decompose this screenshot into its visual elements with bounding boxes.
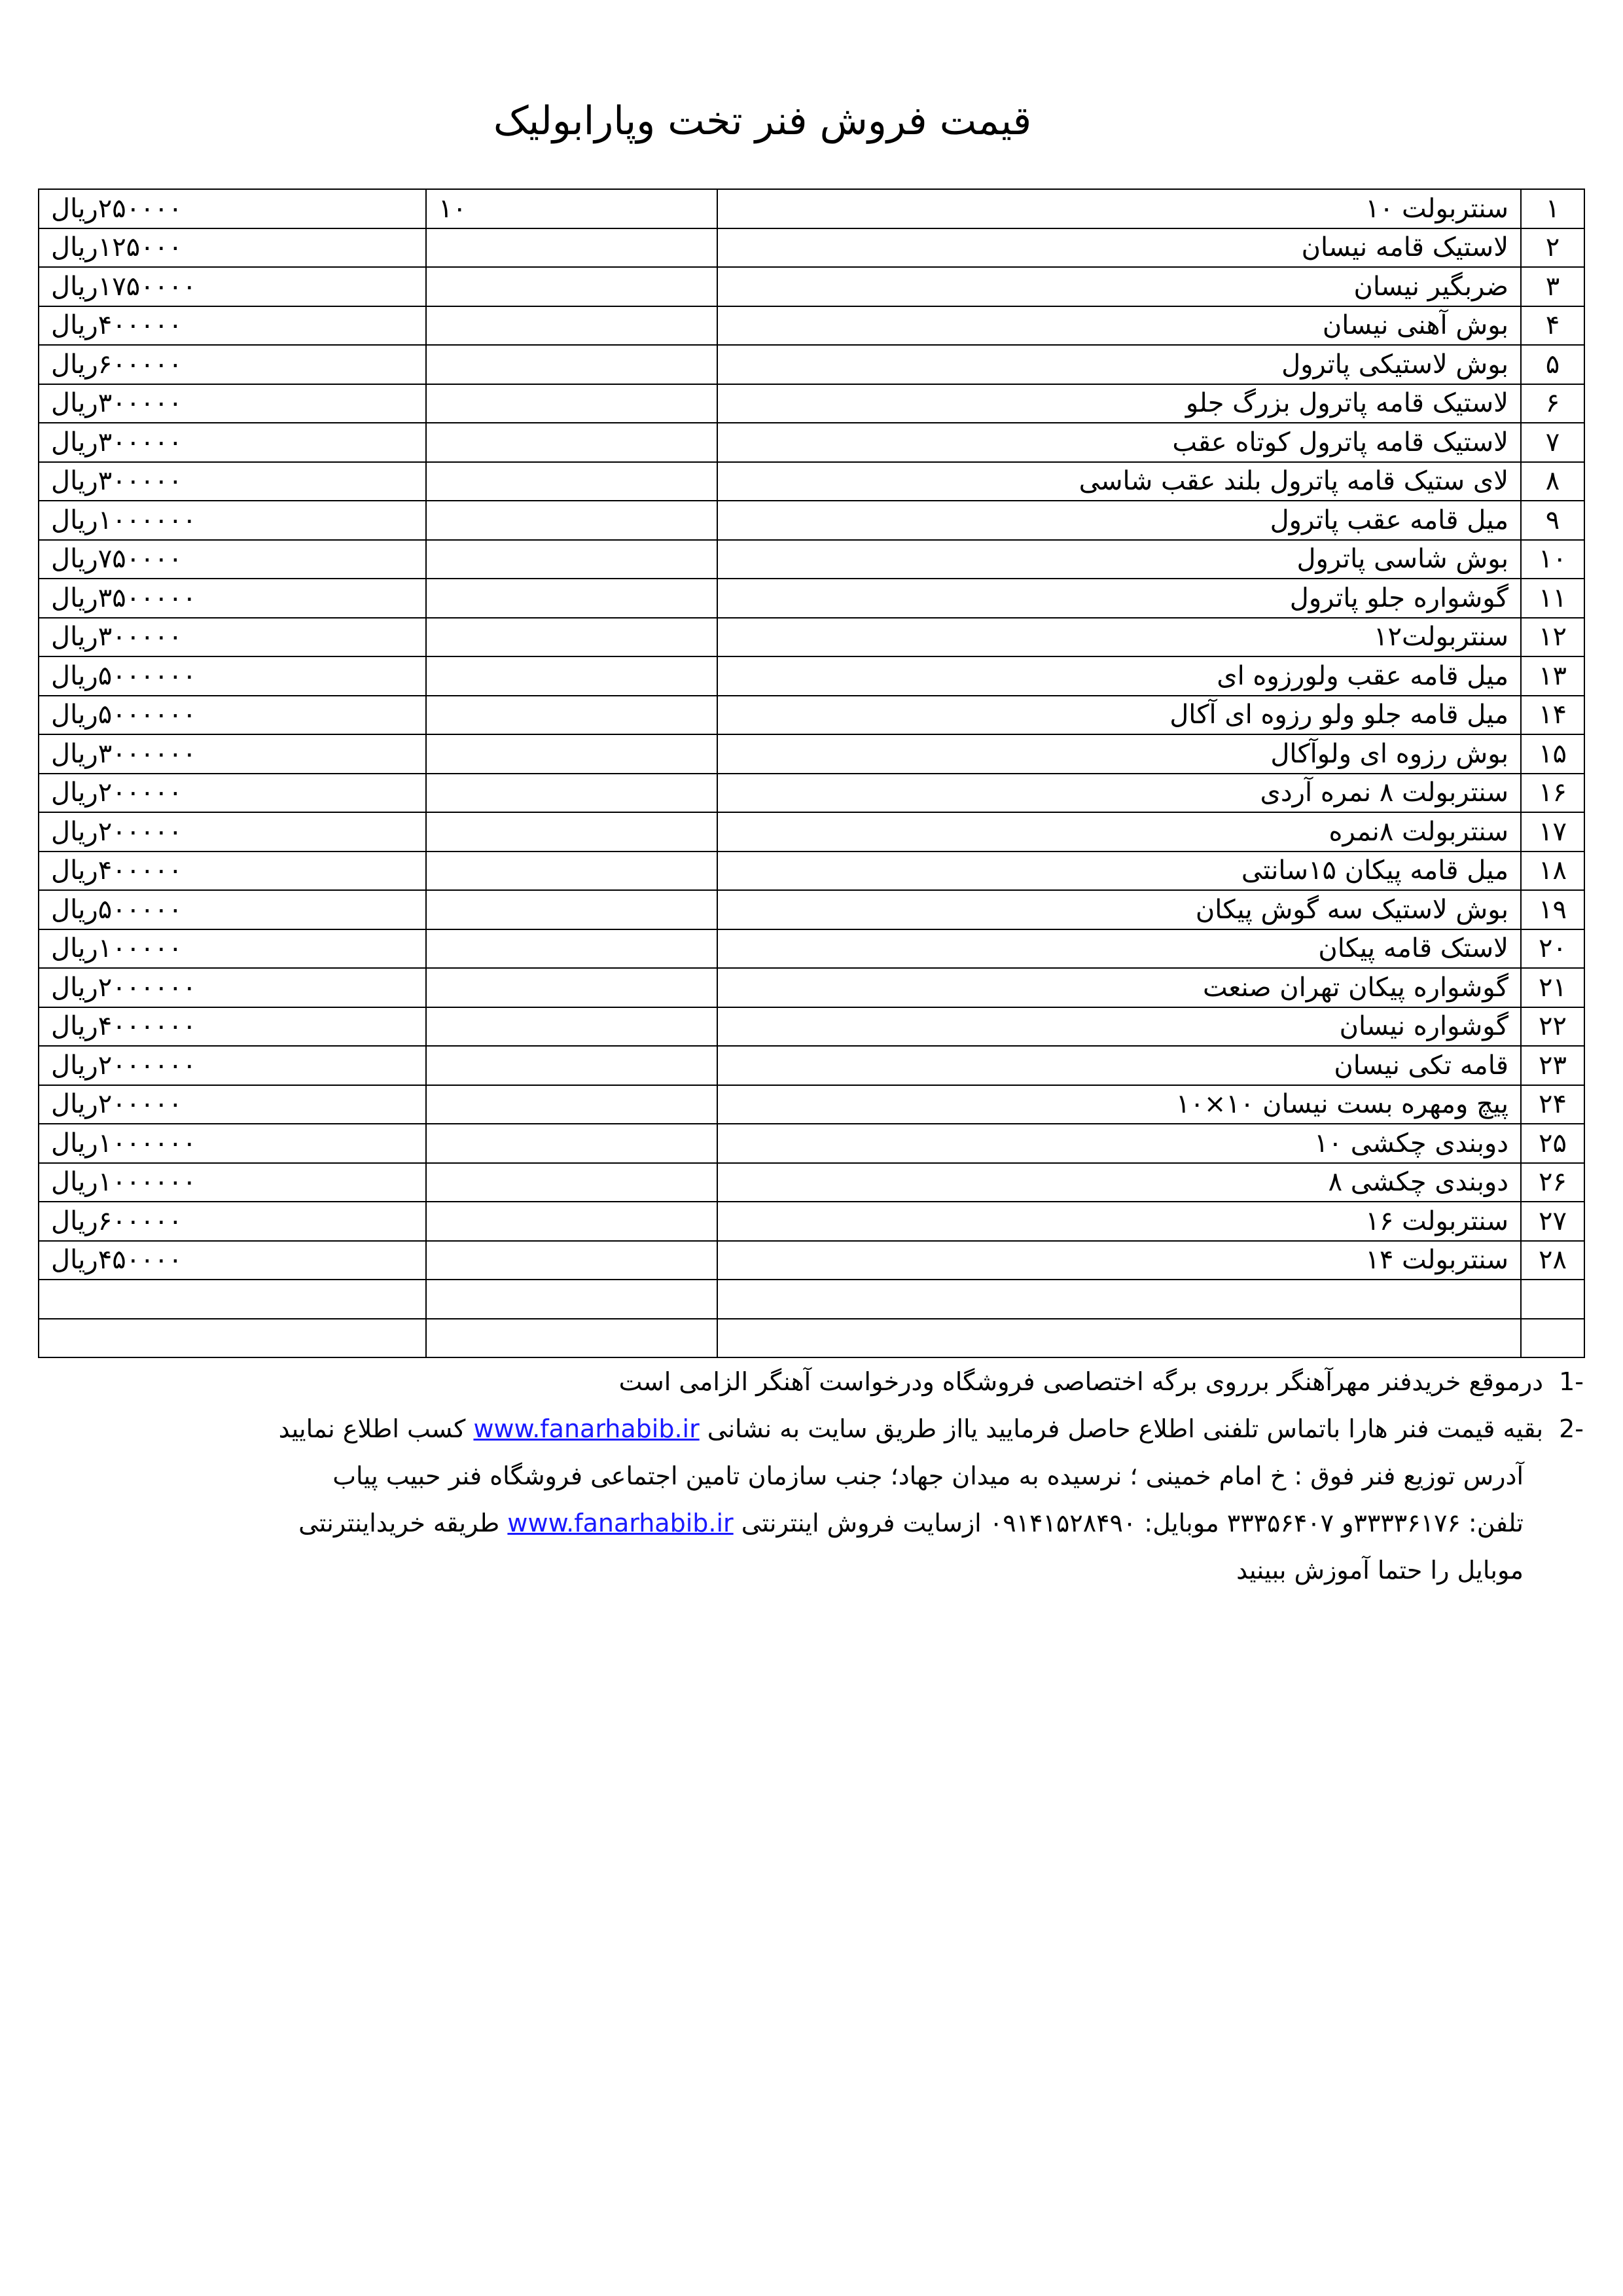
row-number: ۱۷ <box>1521 812 1584 852</box>
table-row <box>39 774 1584 813</box>
phone-text: تلفن: ۳۳۳۳۶۱۷۶و ۳۳۳۵۶۴۰۷ موبایل: ۰۹۱۴۱۵۲۸۴۹۰ ازسایت فروش اینترنتی <box>741 1509 1524 1537</box>
item-name: پیچ ومهره بست نیسان ۱۰×۱۰ <box>717 1085 1521 1124</box>
note-1-text: درموقع خریدفنر مهرآهنگر برروی برگه اختصاصی فروشگاه ودرخواست آهنگر الزامی است <box>618 1367 1544 1396</box>
item-name: سنتربولت ۸ نمره آردی <box>717 774 1521 813</box>
item-price: ۱۰۰۰۰۰۰ریال <box>39 501 426 540</box>
note-2 <box>79 1405 1584 1452</box>
table-row <box>39 1046 1584 1085</box>
item-name: بوش لاستیک سه گوش پیکان <box>717 890 1521 929</box>
table-row <box>39 890 1584 929</box>
item-quantity <box>426 696 717 735</box>
row-number: ۱۹ <box>1521 890 1584 929</box>
item-quantity <box>426 968 717 1007</box>
row-number: ۸ <box>1521 462 1584 501</box>
note-2-tail: کسب اطلاع نمایید <box>278 1414 466 1443</box>
item-price: ۲۵۰۰۰۰ریال <box>39 189 426 228</box>
note-1 <box>79 1358 1584 1405</box>
item-name: میل قامه عقب پاترول <box>717 501 1521 540</box>
row-number: ۱ <box>1521 189 1584 228</box>
item-price: ۴۰۰۰۰۰ریال <box>39 852 426 891</box>
table-row <box>39 1202 1584 1241</box>
row-number: ۱۰ <box>1521 540 1584 579</box>
table-row <box>39 1085 1584 1124</box>
row-number: ۴ <box>1521 306 1584 346</box>
notes-section <box>79 1358 1584 1594</box>
row-number <box>1521 1280 1584 1319</box>
note-2-index: 2- <box>1559 1414 1584 1443</box>
table-row <box>39 1007 1584 1047</box>
item-quantity <box>426 618 717 657</box>
item-price <box>39 1319 426 1358</box>
item-name: لاستک قامه پیکان <box>717 929 1521 969</box>
row-number: ۱۱ <box>1521 579 1584 618</box>
item-price: ۱۲۵۰۰۰ریال <box>39 228 426 268</box>
item-quantity <box>426 734 717 774</box>
table-row <box>39 345 1584 384</box>
row-number: ۱۸ <box>1521 852 1584 891</box>
table-row <box>39 462 1584 501</box>
item-price: ۳۵۰۰۰۰۰ریال <box>39 579 426 618</box>
table-row <box>39 696 1584 735</box>
item-quantity <box>426 852 717 891</box>
price-table <box>38 188 1585 1358</box>
item-quantity: ۱۰ <box>426 189 717 228</box>
table-row <box>39 1319 1584 1358</box>
item-name: بوش آهنی نیسان <box>717 306 1521 346</box>
item-quantity <box>426 1046 717 1085</box>
row-number: ۳ <box>1521 267 1584 306</box>
row-number: ۲۱ <box>1521 968 1584 1007</box>
item-price <box>39 1280 426 1319</box>
row-number: ۱۲ <box>1521 618 1584 657</box>
item-name: ضربگیر نیسان <box>717 267 1521 306</box>
item-quantity <box>426 1202 717 1241</box>
table-row <box>39 189 1584 228</box>
item-quantity <box>426 1163 717 1202</box>
website-link[interactable]: www.fanarhabib.ir <box>473 1414 700 1443</box>
table-row <box>39 1241 1584 1280</box>
item-price: ۱۰۰۰۰۰ریال <box>39 929 426 969</box>
row-number: ۲۲ <box>1521 1007 1584 1047</box>
row-number <box>1521 1319 1584 1358</box>
item-name: سنتربولت ۸نمره <box>717 812 1521 852</box>
item-quantity <box>426 1007 717 1047</box>
table-row <box>39 384 1584 423</box>
item-quantity <box>426 345 717 384</box>
phone-tail: طریقه خریداینترنتی <box>298 1509 500 1537</box>
closing-line: موبایل را حتما آموزش ببینید <box>1236 1556 1524 1585</box>
item-quantity <box>426 656 717 696</box>
item-name: بوش شاسی پاترول <box>717 540 1521 579</box>
row-number: ۱۳ <box>1521 656 1584 696</box>
item-name: لای ستیک قامه پاترول بلند عقب شاسی <box>717 462 1521 501</box>
table-row <box>39 579 1584 618</box>
item-quantity <box>426 1124 717 1163</box>
item-price: ۶۰۰۰۰۰ریال <box>39 1202 426 1241</box>
item-price: ۲۰۰۰۰۰ریال <box>39 774 426 813</box>
item-price: ۴۰۰۰۰۰۰ریال <box>39 1007 426 1047</box>
table-row <box>39 228 1584 268</box>
row-number: ۵ <box>1521 345 1584 384</box>
row-number: ۲ <box>1521 228 1584 268</box>
item-quantity <box>426 1319 717 1358</box>
item-price: ۲۰۰۰۰۰ریال <box>39 1085 426 1124</box>
table-row <box>39 501 1584 540</box>
row-number: ۲۸ <box>1521 1241 1584 1280</box>
row-number: ۹ <box>1521 501 1584 540</box>
item-name: بوش رزوه ای ولوآکال <box>717 734 1521 774</box>
item-price: ۲۰۰۰۰۰ریال <box>39 812 426 852</box>
item-quantity <box>426 540 717 579</box>
phone-line <box>79 1499 1584 1547</box>
item-quantity <box>426 774 717 813</box>
row-number: ۲۳ <box>1521 1046 1584 1085</box>
item-name: دوبندی چکشی ۸ <box>717 1163 1521 1202</box>
item-name: سنتربولت ۱۶ <box>717 1202 1521 1241</box>
item-name: سنتربولت ۱۴ <box>717 1241 1521 1280</box>
item-name: قامه تکی نیسان <box>717 1046 1521 1085</box>
item-quantity <box>426 929 717 969</box>
item-price: ۳۰۰۰۰۰ریال <box>39 618 426 657</box>
table-row <box>39 1124 1584 1163</box>
table-row <box>39 929 1584 969</box>
note-2-text: بقیه قیمت فنر هارا باتماس تلفنی اطلاع حاصل فرمایید یااز طریق سایت به نشانی <box>707 1414 1544 1443</box>
item-quantity <box>426 306 717 346</box>
item-price: ۱۰۰۰۰۰۰ریال <box>39 1163 426 1202</box>
item-name: گوشواره پیکان تهران صنعت <box>717 968 1521 1007</box>
table-row <box>39 423 1584 462</box>
item-name: سنتربولت ۱۰ <box>717 189 1521 228</box>
item-price: ۲۰۰۰۰۰۰ریال <box>39 1046 426 1085</box>
table-row <box>39 656 1584 696</box>
item-name <box>717 1280 1521 1319</box>
address-line: آدرس توزیع فنر فوق : خ امام خمینی ؛ نرسیده به میدان جهاد؛ جنب سازمان تامین اجتماعی فروشگاه فنر حبیب پیاب <box>332 1462 1524 1490</box>
item-quantity <box>426 890 717 929</box>
item-name: گوشواره نیسان <box>717 1007 1521 1047</box>
item-price: ۵۰۰۰۰۰ریال <box>39 890 426 929</box>
row-number: ۲۷ <box>1521 1202 1584 1241</box>
row-number: ۱۵ <box>1521 734 1584 774</box>
item-price: ۵۰۰۰۰۰۰ریال <box>39 656 426 696</box>
item-quantity <box>426 1241 717 1280</box>
page-title: قیمت فروش فنر تخت وپارابولیک <box>493 98 1032 144</box>
row-number: ۷ <box>1521 423 1584 462</box>
item-quantity <box>426 462 717 501</box>
item-quantity <box>426 812 717 852</box>
item-price: ۳۰۰۰۰۰ریال <box>39 462 426 501</box>
item-name <box>717 1319 1521 1358</box>
item-quantity <box>426 384 717 423</box>
row-number: ۲۴ <box>1521 1085 1584 1124</box>
item-name: لاستیک قامه پاترول بزرگ جلو <box>717 384 1521 423</box>
item-name: بوش لاستیکی پاترول <box>717 345 1521 384</box>
row-number: ۲۶ <box>1521 1163 1584 1202</box>
price-table-body <box>39 189 1584 1357</box>
website-link-2[interactable]: www.fanarhabib.ir <box>507 1509 734 1537</box>
item-price: ۶۰۰۰۰۰ریال <box>39 345 426 384</box>
item-price: ۴۵۰۰۰۰ریال <box>39 1241 426 1280</box>
item-name: گوشواره جلو پاترول <box>717 579 1521 618</box>
item-price: ۵۰۰۰۰۰۰ریال <box>39 696 426 735</box>
row-number: ۱۴ <box>1521 696 1584 735</box>
table-row <box>39 267 1584 306</box>
item-quantity <box>426 579 717 618</box>
item-price: ۳۰۰۰۰۰ریال <box>39 384 426 423</box>
item-quantity <box>426 228 717 268</box>
item-quantity <box>426 267 717 306</box>
row-number: ۶ <box>1521 384 1584 423</box>
item-name: میل قامه پیکان ۱۵سانتی <box>717 852 1521 891</box>
item-quantity <box>426 423 717 462</box>
row-number: ۱۶ <box>1521 774 1584 813</box>
item-price: ۱۷۵۰۰۰۰ریال <box>39 267 426 306</box>
row-number: ۲۰ <box>1521 929 1584 969</box>
note-1-index: 1- <box>1559 1367 1584 1396</box>
item-quantity <box>426 1085 717 1124</box>
table-row <box>39 306 1584 346</box>
item-name: میل قامه جلو ولو رزوه ای آکال <box>717 696 1521 735</box>
item-price: ۲۰۰۰۰۰۰ریال <box>39 968 426 1007</box>
table-row <box>39 734 1584 774</box>
table-row <box>39 852 1584 891</box>
item-price: ۳۰۰۰۰۰۰ریال <box>39 734 426 774</box>
item-name: دوبندی چکشی ۱۰ <box>717 1124 1521 1163</box>
item-price: ۴۰۰۰۰۰ریال <box>39 306 426 346</box>
item-quantity <box>426 501 717 540</box>
item-price: ۳۰۰۰۰۰ریال <box>39 423 426 462</box>
table-row <box>39 618 1584 657</box>
item-name: میل قامه عقب ولورزوه ای <box>717 656 1521 696</box>
item-name: لاستیک قامه پاترول کوتاه عقب <box>717 423 1521 462</box>
table-row <box>39 968 1584 1007</box>
item-price: ۱۰۰۰۰۰۰ریال <box>39 1124 426 1163</box>
item-price: ۷۵۰۰۰۰ریال <box>39 540 426 579</box>
table-row <box>39 1163 1584 1202</box>
item-name: لاستیک قامه نیسان <box>717 228 1521 268</box>
table-row <box>39 812 1584 852</box>
row-number: ۲۵ <box>1521 1124 1584 1163</box>
item-quantity <box>426 1280 717 1319</box>
table-row <box>39 540 1584 579</box>
item-name: سنتربولت۱۲ <box>717 618 1521 657</box>
table-row <box>39 1280 1584 1319</box>
